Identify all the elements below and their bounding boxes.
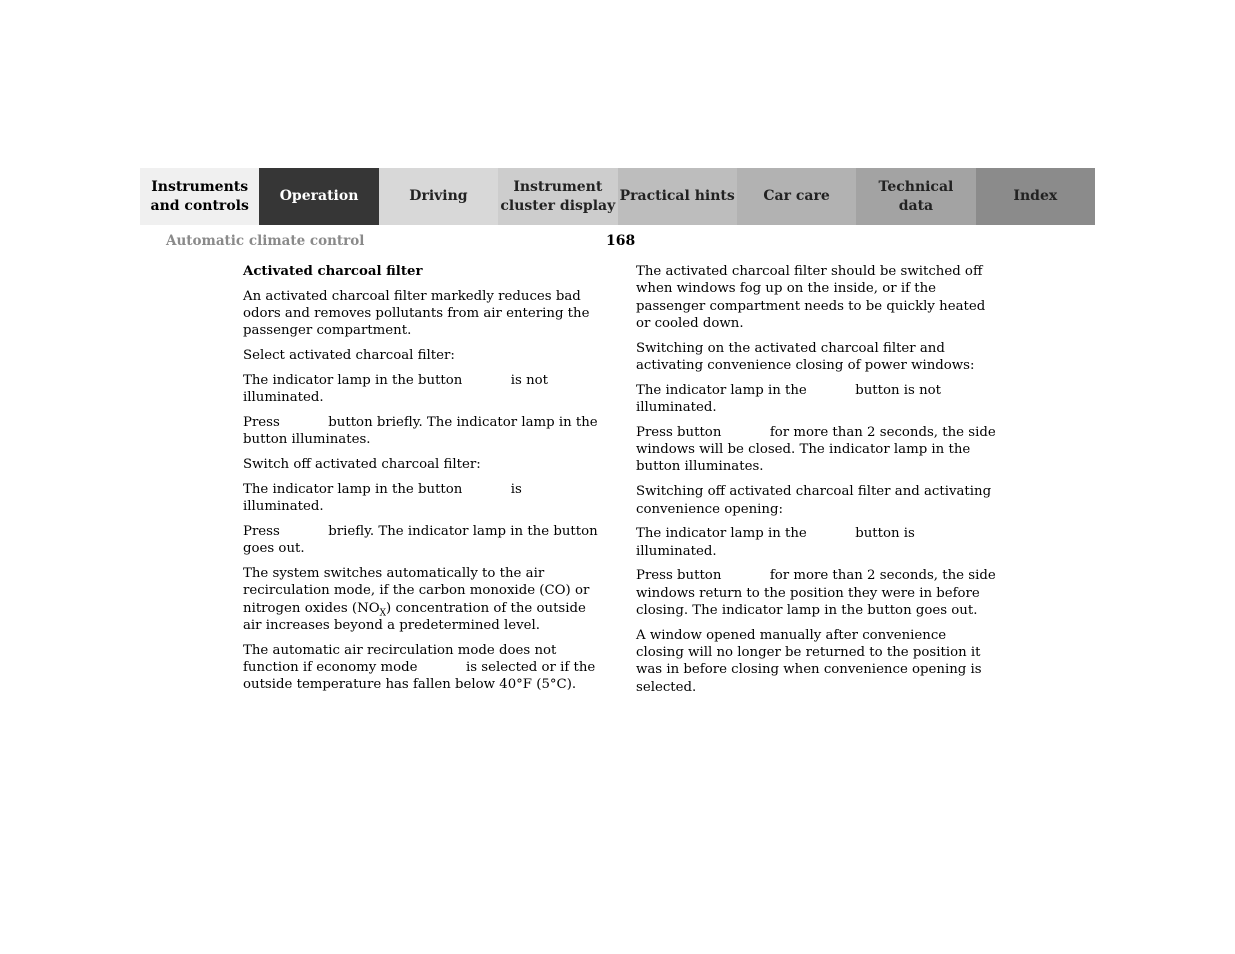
button-symbol-placeholder bbox=[726, 426, 766, 436]
tab-operation[interactable] bbox=[259, 168, 378, 225]
paragraph: The indicator lamp in the button is not illuminated. bbox=[636, 382, 942, 416]
tab-technical-data[interactable] bbox=[856, 168, 975, 225]
economy-mode-symbol-placeholder bbox=[422, 661, 462, 671]
tab-practical-hints[interactable] bbox=[618, 168, 737, 225]
tab-label: Car care bbox=[763, 188, 830, 204]
button-symbol-placeholder bbox=[467, 483, 507, 493]
paragraph: Select activated charcoal filter: bbox=[243, 348, 455, 364]
tab-instrument-cluster-display[interactable] bbox=[498, 168, 617, 225]
paragraph: The activated charcoal filter should be switched off when windows fog up on the inside, or if the passenger compartment needs to be quickly heated or cooled down. bbox=[636, 264, 986, 331]
paragraph: Press button for more than 2 seconds, the side windows will be closed. The indicator lamp in the button illuminates. bbox=[636, 424, 996, 475]
section-title: Automatic climate control bbox=[166, 233, 365, 249]
tab-label: Practical hints bbox=[619, 188, 735, 204]
tab-driving[interactable] bbox=[379, 168, 498, 225]
button-symbol-placeholder bbox=[284, 525, 324, 535]
button-symbol-placeholder bbox=[284, 416, 324, 426]
chapter-nav bbox=[140, 168, 1095, 225]
paragraph: Switching on the activated charcoal filter and activating convenience closing of power windows: bbox=[636, 340, 975, 373]
paragraph: An activated charcoal filter markedly reduces bad odors and removes pollutants from air entering the passenger compartment. bbox=[243, 288, 590, 339]
paragraph: A window opened manually after convenience closing will no longer be returned to the position it was in before closing when convenience opening is selected. bbox=[636, 627, 982, 695]
button-symbol-placeholder bbox=[811, 527, 851, 537]
paragraph: The automatic air recirculation mode does not function if economy mode is selected or if the outside temperature has fallen below 40°F (5°C). bbox=[243, 642, 596, 693]
tab-label: Index bbox=[1013, 188, 1058, 204]
tab-label: Technical data bbox=[878, 178, 954, 214]
tab-instruments-and-controls[interactable] bbox=[140, 168, 259, 225]
paragraph: The system switches automatically to the air recirculation mode, if the carbon monoxide (CO) or nitrogen oxides $(NO_X)$ concentration of the outside air increases beyond a predetermined level. bbox=[243, 566, 590, 634]
button-symbol-placeholder bbox=[811, 384, 851, 394]
button-symbol-placeholder bbox=[726, 569, 766, 579]
tab-label: Driving bbox=[409, 188, 468, 204]
tab-index[interactable] bbox=[976, 168, 1095, 225]
button-symbol-placeholder bbox=[467, 374, 507, 384]
page-number: 168 bbox=[606, 233, 636, 249]
tab-label: Instruments and controls bbox=[150, 178, 249, 214]
paragraph: The indicator lamp in the button is illuminated. bbox=[243, 481, 522, 515]
left-column bbox=[243, 263, 605, 701]
paragraph: Press briefly. The indicator lamp in the button goes out. bbox=[243, 524, 598, 557]
tab-car-care[interactable] bbox=[737, 168, 856, 225]
paragraph: Press button briefly. The indicator lamp in the button illuminates. bbox=[243, 415, 598, 448]
paragraph: Press button for more than 2 seconds, the side windows return to the position they were in before closing. The indicator lamp in the button goes out. bbox=[636, 568, 996, 619]
section-heading: Activated charcoal filter bbox=[243, 264, 423, 279]
paragraph: Switching off activated charcoal filter and activating convenience opening: bbox=[636, 484, 992, 517]
paragraph: Switch off activated charcoal filter: bbox=[243, 457, 481, 473]
tab-label: Instrument cluster display bbox=[500, 178, 616, 214]
tab-label: Operation bbox=[279, 188, 359, 204]
paragraph: The indicator lamp in the button is not illuminated. bbox=[243, 372, 549, 406]
right-column bbox=[636, 263, 998, 704]
paragraph: The indicator lamp in the button is illuminated. bbox=[636, 526, 915, 559]
